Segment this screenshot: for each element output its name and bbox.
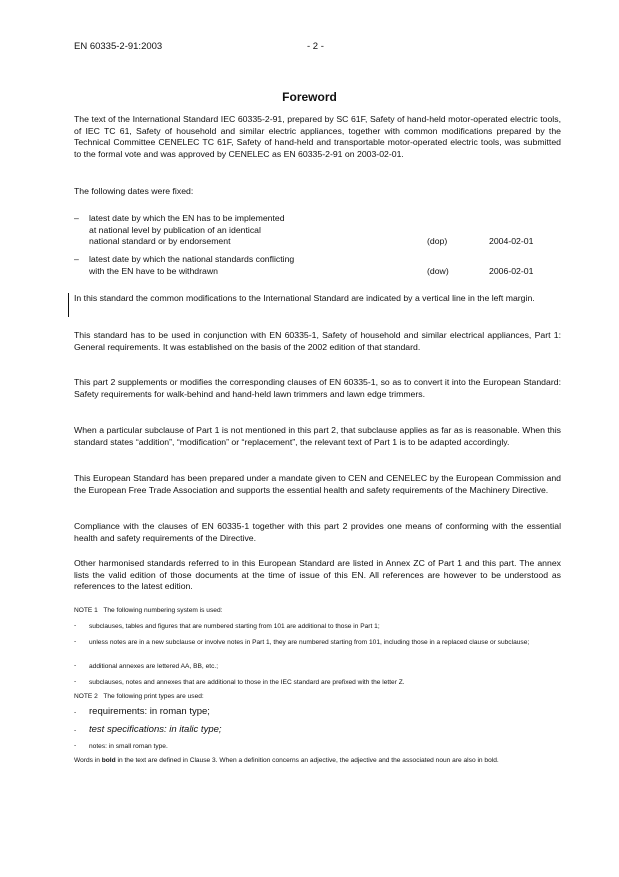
date-code-dop: (dop) <box>427 236 448 246</box>
body-paragraph: This part 2 supplements or modifies the corresponding clauses of EN 60335-1, so as to convert it into the European Standard: Safety requirements for walk-behind and hand-held lawn trimmers and lawn edge trimmers. <box>74 377 561 399</box>
print-type-requirements: requirements: in roman type; <box>89 706 210 717</box>
body-paragraph: Other harmonised standards referred to in this European Standard are listed in Annex ZC of Part 1 and this part. The annex lists the valid edition of those documents at the time of issue of this EN. All references are however to be understood as references to the latest edition. <box>74 558 561 592</box>
definition-bold-word: bold <box>101 757 116 764</box>
list-bullet: – <box>74 254 79 264</box>
note-text: The following print types are used: <box>103 693 204 700</box>
list-bullet: - <box>74 709 77 716</box>
definition-note <box>74 756 561 765</box>
note-item: additional annexes are lettered AA, BB, etc.; <box>89 663 219 670</box>
dates-intro: The following dates were fixed: <box>74 186 194 196</box>
note-1 <box>74 606 222 615</box>
date-value-dow: 2006-02-01 <box>489 266 534 276</box>
list-bullet: - <box>74 662 77 669</box>
print-type-test-specifications: test specifications: in italic type; <box>89 724 222 735</box>
date-item-line: national standard or by endorsement <box>89 236 231 247</box>
body-paragraph: This European Standard has been prepared under a mandate given to CEN and CENELEC by the European Commission and the European Free Trade Association and supports the essential health and safety requirements of the Machinery Directive. <box>74 473 561 495</box>
definition-text-pre: Words in <box>74 757 102 764</box>
date-item-dop <box>89 213 349 248</box>
note-item: subclauses, notes and annexes that are additional to those in the IEC standard are prefixed with the letter Z. <box>89 679 405 686</box>
list-bullet: - <box>74 678 77 685</box>
date-item-line: latest date by which the national standards conflicting <box>89 254 295 264</box>
date-value-dop: 2004-02-01 <box>489 236 534 246</box>
list-bullet: - <box>74 742 77 749</box>
note-label: NOTE 1 <box>74 607 98 614</box>
note-item: subclauses, tables and figures that are numbered starting from 101 are additional to those in Part 1; <box>89 623 380 630</box>
note-2 <box>74 692 204 701</box>
body-paragraph: In this standard the common modifications to the International Standard are indicated by a vertical line in the left margin. <box>74 293 535 303</box>
body-paragraph: Compliance with the clauses of EN 60335-1 together with this part 2 provides one means of conforming with the essential health and safety requirements of the Directive. <box>74 521 561 543</box>
page-number: - 2 - <box>307 41 324 52</box>
list-bullet: – <box>74 213 79 223</box>
list-bullet: - <box>74 727 77 734</box>
date-item-line: at national level by publication of an identical <box>89 224 261 235</box>
document-id: EN 60335-2-91:2003 <box>74 41 163 52</box>
date-item-line: latest date by which the EN has to be implemented <box>89 213 285 223</box>
body-paragraph: This standard has to be used in conjunction with EN 60335-1, Safety of household and similar electrical appliances, Part 1: General requirements. It was established on the basis of the 2002 edition of that standard. <box>74 330 561 352</box>
date-item-line: with the EN have to be withdrawn <box>89 265 218 276</box>
list-bullet: - <box>74 622 77 629</box>
note-text: The following numbering system is used: <box>103 607 223 614</box>
date-item-dow <box>89 254 349 277</box>
modification-margin-line <box>68 293 69 317</box>
note-item: unless notes are in a new subclause or involve notes in Part 1, they are numbered starting from 101, including those in a replaced clause or subclause; <box>89 639 530 646</box>
body-paragraph: When a particular subclause of Part 1 is not mentioned in this part 2, that subclause applies as far as is reasonable. When this standard states “addition”, “modification” or “replacement”, the relevant text of Part 1 is to be adapted accordingly. <box>74 425 561 447</box>
print-type-notes: notes: in small roman type. <box>89 743 168 750</box>
definition-text-post: in the text are defined in Clause 3. When a definition concerns an adjective, the adjective and the associated noun are also in bold. <box>115 757 499 764</box>
intro-paragraph: The text of the International Standard IEC 60335-2-91, prepared by SC 61F, Safety of hand-held motor-operated electric tools, of IEC TC 61, Safety of household and similar electric appliances, together with common modifications prepared by the Technical Committee CENELEC TC 61F, Safety of hand-held and transportable motor-operated electric tools, was submitted to the formal vote and was approved by CENELEC as EN 60335-2-91 on 2003-02-01. <box>74 114 561 159</box>
date-code-dow: (dow) <box>427 266 449 276</box>
note-label: NOTE 2 <box>74 693 98 700</box>
list-bullet: - <box>74 638 77 645</box>
page-title: Foreword <box>282 90 337 104</box>
